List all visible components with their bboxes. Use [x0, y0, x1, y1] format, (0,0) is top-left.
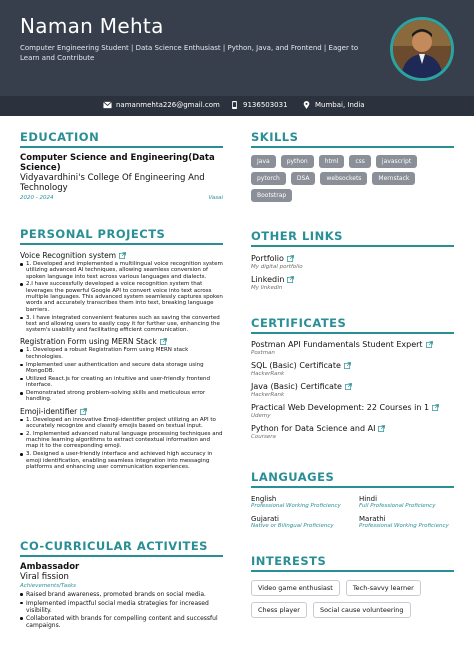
degree-title: Computer Science and Engineering(Data Science)	[20, 153, 215, 173]
projects-section	[20, 227, 223, 472]
link-name: Portfolio	[251, 254, 284, 263]
list-item: 1. Developed and implemented a multilingual voice recognition system utilizing advanced AI techniques, allowing seamless conversion of spoken language into text across various languages and dialects.	[20, 261, 223, 280]
project-name: Voice Recognition system	[20, 251, 117, 260]
interest-tag: Social cause volunteering	[313, 602, 411, 618]
email-text: namanmehta226@gmail.com	[116, 101, 220, 109]
certificate-name: Python for Data Science and AI	[251, 424, 376, 433]
profile-photo	[390, 17, 454, 81]
project-item	[20, 407, 223, 471]
list-item: Implemented impactful social media strategies for increased visibility.	[20, 600, 223, 614]
language-name: English	[251, 495, 277, 503]
certificate-issuer: HackerRank	[251, 371, 285, 377]
skill-tag: pytorch	[251, 172, 286, 185]
external-link-icon[interactable]	[378, 425, 385, 432]
section-title-projects: PERSONAL PROJECTS	[20, 227, 223, 245]
cocurricular-role: Ambassador	[20, 562, 80, 572]
links-section	[251, 229, 454, 291]
certificate-issuer: Udemy	[251, 413, 271, 419]
contact-bar	[0, 96, 474, 116]
certificate-item	[251, 361, 454, 377]
certificate-item	[251, 382, 454, 398]
cocurricular-category: Achievements/Tasks	[20, 583, 76, 589]
certificates-section	[251, 316, 454, 440]
link-subtitle: My digital portfolio	[251, 264, 303, 270]
certificate-name: Java (Basic) Certificate	[251, 382, 342, 391]
skill-tag: html	[319, 155, 345, 168]
language-item	[251, 495, 359, 509]
list-item: Raised brand awareness, promoted brands on social media.	[20, 591, 223, 598]
external-link-icon[interactable]	[344, 362, 351, 369]
link-name: Linkedin	[251, 275, 285, 284]
list-item: 1. Developed a robust Registration Form using MERN stack technologies.	[20, 347, 223, 360]
external-link-icon[interactable]	[345, 383, 352, 390]
skill-tag: DSA	[291, 172, 316, 185]
external-link-icon[interactable]	[287, 255, 294, 262]
external-link-icon[interactable]	[80, 408, 87, 415]
education-place: Vasai	[208, 195, 223, 201]
certificate-item	[251, 403, 454, 419]
interest-tag: Tech-savvy learner	[346, 580, 421, 596]
list-item: 2.I have successfully developed a voice recognition system that leverages the powerful Google API to convert voice into text across multiple languages. This advanced system seamlessly captures spoken words and accurately transcribes them into text, breaking language barriers.	[20, 281, 223, 312]
language-item	[359, 495, 459, 509]
list-item: 3. Designed a user-friendly interface and achieved high accuracy in emoji identification, enabling seamless integration into messaging platforms and enhancing user communication experiences.	[20, 451, 223, 470]
project-item	[20, 337, 223, 402]
interests-tags	[251, 580, 454, 618]
cocurricular-org: Viral fission	[20, 572, 69, 582]
contact-location	[302, 101, 365, 109]
language-level: Native or Bilingual Proficiency	[251, 523, 334, 529]
project-name: Registration Form using MERN Stack	[20, 337, 157, 347]
resume-header	[0, 0, 474, 96]
education-meta	[20, 195, 223, 201]
skills-tags	[251, 155, 454, 202]
external-link-icon[interactable]	[119, 252, 126, 259]
project-title[interactable]	[20, 407, 223, 416]
section-title-interests: INTERESTS	[251, 554, 454, 572]
project-item	[20, 251, 223, 333]
certificate-name: Practical Web Development: 22 Courses in 1	[251, 403, 430, 412]
language-level: Professional Working Proficiency	[251, 503, 341, 509]
external-link-icon[interactable]	[287, 276, 294, 283]
interests-section	[251, 554, 454, 618]
phone-icon	[230, 101, 239, 109]
interest-tag: Video game enthusiast	[251, 580, 340, 596]
link-item	[251, 275, 454, 291]
section-title-skills: SKILLS	[251, 130, 454, 148]
certificate-name: SQL (Basic) Certificate	[251, 361, 341, 370]
languages-grid	[251, 495, 454, 529]
skill-tag: websockets	[320, 172, 367, 185]
list-item: 3. I have integrated convenient features such as saving the converted text and allowing users to easily copy it for further use, enhancing the system's usability and facilitating efficient communication.	[20, 315, 223, 334]
cocurricular-section	[20, 539, 223, 631]
section-title-links: OTHER LINKS	[251, 229, 454, 247]
languages-section	[251, 470, 454, 529]
list-item: Utilized React.js for creating an intuitive and user-friendly frontend interface.	[20, 376, 223, 389]
skills-section	[251, 130, 454, 202]
envelope-icon	[103, 101, 112, 109]
project-title[interactable]	[20, 337, 223, 346]
contact-phone[interactable]	[230, 101, 288, 109]
list-item: Demonstrated strong problem-solving skills and meticulous error handling.	[20, 390, 223, 403]
location-pin-icon	[302, 101, 311, 109]
certificate-issuer: HackerRank	[251, 392, 285, 398]
skill-tag: python	[281, 155, 314, 168]
certificate-issuer: Coursera	[251, 434, 276, 440]
skill-tag: javascript	[376, 155, 417, 168]
certificate-title[interactable]	[251, 361, 454, 370]
school-name: Vidyavardhini's College Of Engineering And Technology	[20, 173, 205, 193]
language-name: Hindi	[359, 495, 378, 503]
candidate-headline: Computer Engineering Student | Data Science Enthusiast | Python, Java, and Frontend | Eager to Learn and Contribute	[20, 44, 359, 62]
education-section	[20, 130, 223, 201]
certificate-item	[251, 340, 454, 356]
list-item: 1. Developed an innovative Emoji-identifier project utilizing an API to accurately recognize and classify emojis based on textual input.	[20, 417, 223, 430]
education-dates: 2020 - 2024	[20, 195, 54, 201]
list-item: 2. Implemented advanced natural language processing techniques and machine learning algorithms to extract contextual information and map it to the corresponding emoji.	[20, 431, 223, 450]
certificate-name: Postman API Fundamentals Student Expert	[251, 340, 423, 349]
language-name: Marathi	[359, 515, 386, 523]
external-link-icon[interactable]	[432, 404, 439, 411]
project-title[interactable]	[20, 251, 223, 260]
skill-tag: Mernstack	[372, 172, 415, 185]
certificate-title[interactable]	[251, 403, 454, 412]
project-name: Emoji-identifier	[20, 406, 78, 416]
certificate-title[interactable]	[251, 340, 454, 349]
external-link-icon[interactable]	[160, 338, 167, 345]
phone-text: 9136503031	[243, 101, 288, 109]
link-item	[251, 254, 454, 270]
language-level: Full Professional Proficiency	[359, 503, 436, 509]
skill-tag: Java	[251, 155, 276, 168]
certificate-issuer: Postman	[251, 350, 275, 356]
list-item: Collaborated with brands for compelling content and successful campaigns.	[20, 615, 223, 629]
certificate-title[interactable]	[251, 382, 454, 391]
certificate-title[interactable]	[251, 424, 454, 433]
language-level: Professional Working Proficiency	[359, 523, 449, 529]
link-portfolio[interactable]	[251, 254, 454, 263]
certificate-item	[251, 424, 454, 440]
link-linkedin[interactable]	[251, 275, 454, 284]
language-item	[251, 515, 359, 529]
section-title-certificates: CERTIFICATES	[251, 316, 454, 334]
interest-tag: Chess player	[251, 602, 307, 618]
list-item: Implemented user authentication and secure data storage using MongoDB.	[20, 362, 223, 375]
section-title-languages: LANGUAGES	[251, 470, 454, 488]
external-link-icon[interactable]	[426, 341, 433, 348]
skill-tag: css	[349, 155, 371, 168]
language-item	[359, 515, 459, 529]
section-title-education: EDUCATION	[20, 130, 223, 148]
contact-email[interactable]	[103, 101, 220, 109]
section-title-cocurricular: CO-CURRICULAR ACTIVITES	[20, 539, 223, 557]
link-subtitle: My linkedin	[251, 285, 283, 291]
skill-tag: Bootstrap	[251, 189, 292, 202]
language-name: Gujarati	[251, 515, 279, 523]
location-text: Mumbai, India	[315, 101, 365, 109]
candidate-name: Naman Mehta	[20, 14, 164, 38]
